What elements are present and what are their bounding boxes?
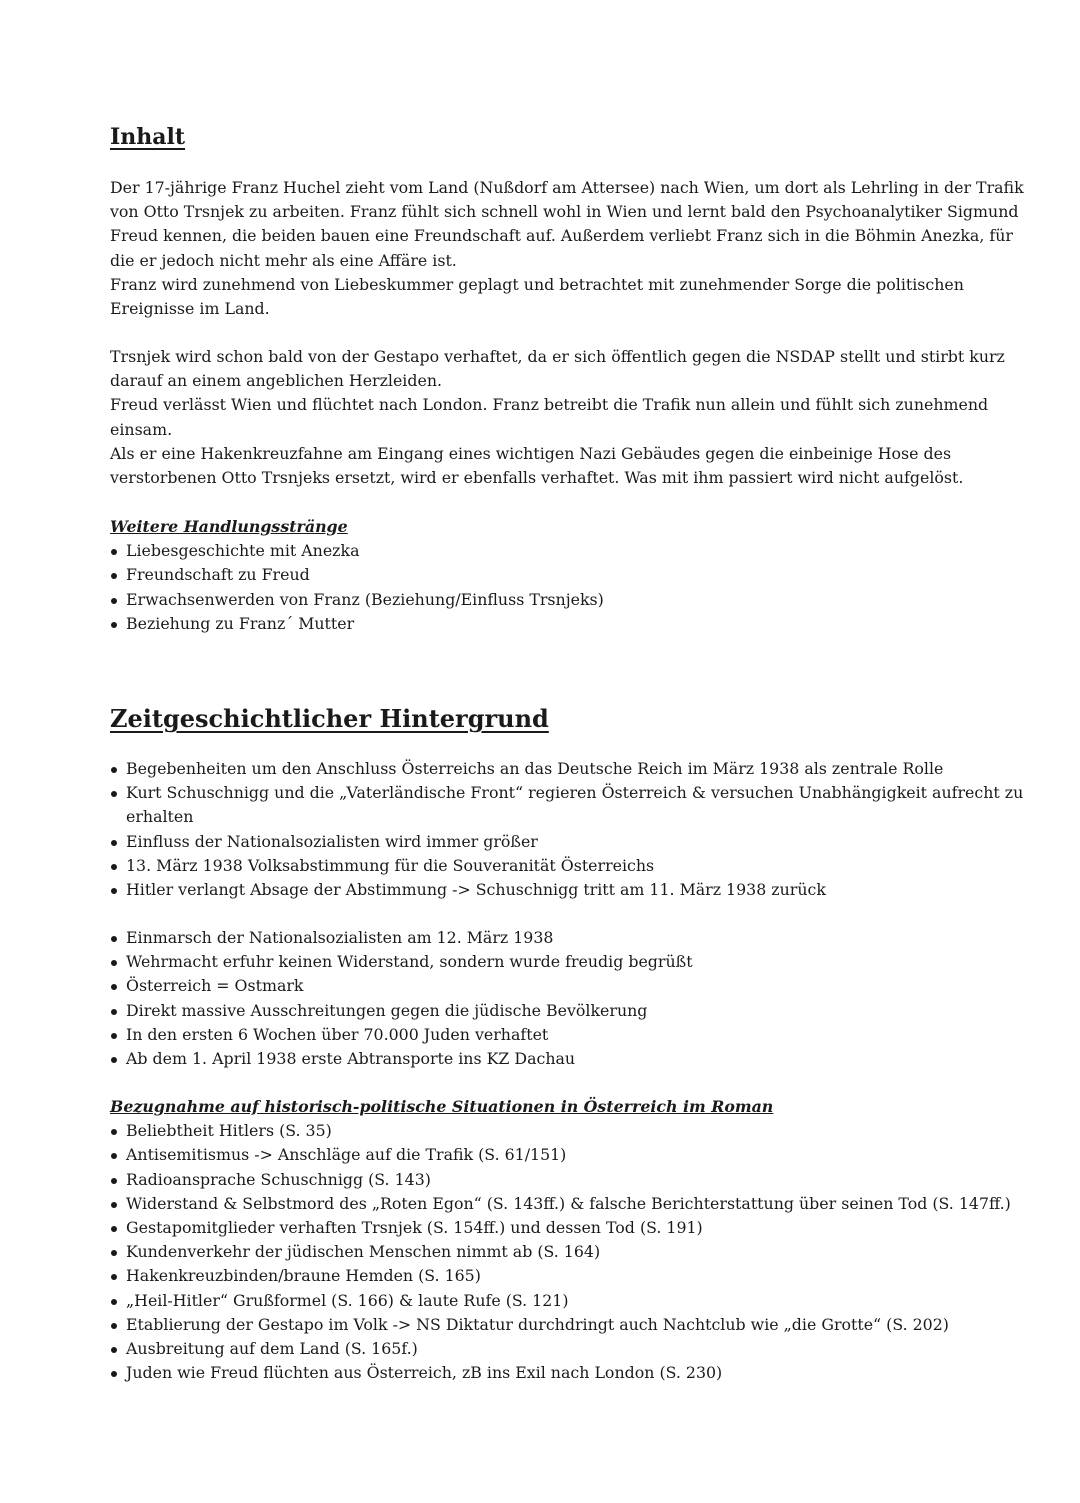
bullet-list bbox=[110, 757, 1024, 902]
list-item: Freundschaft zu Freud bbox=[110, 563, 970, 587]
text-line: Freud kennen, die beiden bauen eine Freundschaft auf. Außerdem verliebt Franz sich in die Böhmin Anezka, für bbox=[110, 226, 1013, 246]
list-item: Widerstand & Selbstmord des „Roten Egon“ (S. 143ff.) & falsche Berichterstattung über seinen Tod (S. 147ff.) bbox=[110, 1192, 970, 1216]
list-item: 13. März 1938 Volksabstimmung für die Souveranität Österreichs bbox=[110, 854, 970, 878]
list-item: Ab dem 1. April 1938 erste Abtransporte ins KZ Dachau bbox=[110, 1047, 970, 1071]
handlungsstraenge-list bbox=[110, 539, 970, 636]
inhalt-paragraph-1 bbox=[110, 176, 1024, 321]
list-item: In den ersten 6 Wochen über 70.000 Juden verhaftet bbox=[110, 1023, 970, 1047]
text-line: Der 17-jährige Franz Huchel zieht vom Land (Nußdorf am Attersee) nach Wien, um dort als Lehrling in der Trafik bbox=[110, 178, 1024, 197]
heading-inhalt: Inhalt bbox=[110, 124, 186, 150]
bezugnahme-block bbox=[110, 1095, 1011, 1385]
inhalt-paragraph-2 bbox=[110, 345, 1005, 490]
list-item: Einfluss der Nationalsozialisten wird immer größer bbox=[110, 830, 970, 854]
text-line: einsam. bbox=[110, 419, 173, 439]
list-item: Etablierung der Gestapo im Volk -> NS Diktatur durchdringt auch Nachtclub wie „die Grotte“ (S. 202) bbox=[110, 1313, 970, 1337]
subheading-bezugnahme: Bezugnahme auf historisch-politische Situationen in Österreich im Roman bbox=[110, 1097, 774, 1116]
heading-zeitgeschichte: Zeitgeschichtlicher Hintergrund bbox=[110, 704, 549, 733]
text-line: Als er eine Hakenkreuzfahne am Eingang eines wichtigen Nazi Gebäudes gegen die einbeinige Hose des bbox=[110, 443, 952, 463]
list-item: Einmarsch der Nationalsozialisten am 12. März 1938 bbox=[110, 926, 970, 950]
text-line: Trsnjek wird schon bald von der Gestapo verhaftet, da er sich öffentlich gegen die NSDAP stellt und stirbt kurz bbox=[110, 347, 1005, 366]
bullet-list bbox=[110, 926, 970, 1071]
list-item: „Heil-Hitler“ Grußformel (S. 166) & laute Rufe (S. 121) bbox=[110, 1289, 970, 1313]
text-line: die er jedoch nicht mehr als eine Affäre ist. bbox=[110, 250, 457, 270]
hintergrund-group-1 bbox=[110, 757, 1024, 902]
list-item: Liebesgeschichte mit Anezka bbox=[110, 539, 970, 563]
list-item: Beziehung zu Franz´ Mutter bbox=[110, 612, 970, 636]
list-item: Wehrmacht erfuhr keinen Widerstand, sondern wurde freudig begrüßt bbox=[110, 950, 970, 974]
list-item: Radioansprache Schuschnigg (S. 143) bbox=[110, 1168, 970, 1192]
text-line: verstorbenen Otto Trsnjeks ersetzt, wird er ebenfalls verhaftet. Was mit ihm passiert wird nicht aufgelöst. bbox=[110, 468, 964, 488]
text-line: von Otto Trsnjek zu arbeiten. Franz fühlt sich schnell wohl in Wien und lernt bald den Psychoanalytiker Sigmund bbox=[110, 202, 1019, 222]
list-item: Antisemitismus -> Anschläge auf die Trafik (S. 61/151) bbox=[110, 1143, 970, 1167]
list-item: Kurt Schuschnigg und die „Vaterländische Front“ regieren Österreich & versuchen Unabhängigkeit aufrecht zu bbox=[110, 781, 970, 805]
list-item: Begebenheiten um den Anschluss Österreichs an das Deutsche Reich im März 1938 als zentrale Rolle bbox=[110, 757, 970, 781]
bezugnahme-list bbox=[110, 1119, 1011, 1385]
text-line: Ereignisse im Land. bbox=[110, 299, 270, 319]
list-item: Kundenverkehr der jüdischen Menschen nimmt ab (S. 164) bbox=[110, 1240, 970, 1264]
text-line: Freud verlässt Wien und flüchtet nach London. Franz betreibt die Trafik nun allein und fühlt sich zunehmend bbox=[110, 395, 989, 415]
list-item: Juden wie Freud flüchten aus Österreich, zB ins Exil nach London (S. 230) bbox=[110, 1361, 970, 1385]
list-item: Hitler verlangt Absage der Abstimmung -> Schuschnigg tritt am 11. März 1938 zurück bbox=[110, 878, 970, 902]
handlungsstraenge-block bbox=[110, 515, 970, 636]
text-line: Franz wird zunehmend von Liebeskummer geplagt und betrachtet mit zunehmender Sorge die politischen bbox=[110, 274, 964, 294]
hintergrund-group-2 bbox=[110, 926, 970, 1071]
list-item: Gestapomitglieder verhaften Trsnjek (S. 154ff.) und dessen Tod (S. 191) bbox=[110, 1216, 970, 1240]
list-item: Beliebtheit Hitlers (S. 35) bbox=[110, 1119, 970, 1143]
list-item: Erwachsenwerden von Franz (Beziehung/Einfluss Trsnjeks) bbox=[110, 588, 970, 612]
list-item-continuation: erhalten bbox=[126, 807, 194, 827]
list-item: Direkt massive Ausschreitungen gegen die jüdische Bevölkerung bbox=[110, 999, 970, 1023]
list-item: Ausbreitung auf dem Land (S. 165f.) bbox=[110, 1337, 970, 1361]
list-item: Hakenkreuzbinden/braune Hemden (S. 165) bbox=[110, 1264, 970, 1288]
subheading-handlungsstraenge: Weitere Handlungsstränge bbox=[110, 517, 348, 536]
list-item: Österreich = Ostmark bbox=[110, 974, 970, 998]
text-line: darauf an einem angeblichen Herzleiden. bbox=[110, 371, 443, 391]
